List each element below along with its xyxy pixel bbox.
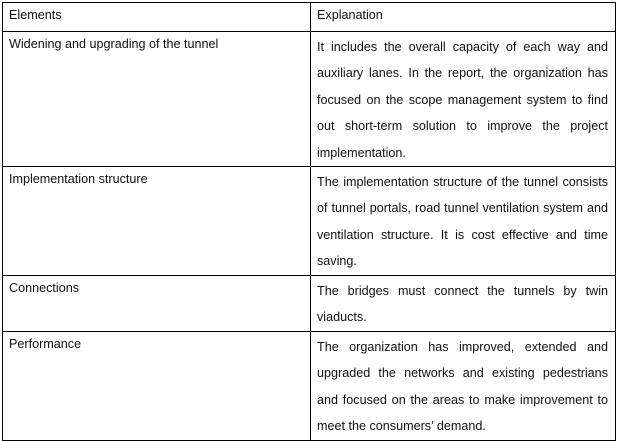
header-elements: Elements [3,3,311,32]
element-cell: Performance [3,332,311,441]
explanation-cell: The bridges must connect the tunnels by twin viaducts. [311,276,616,332]
table-row [3,32,616,167]
explanation-cell: The organization has improved, extended and upgraded the networks and existing pedestrians and focused on the areas to make improvement to meet the consumers’ demand. [311,332,616,441]
explanation-cell: The implementation structure of the tunnel consists of tunnel portals, road tunnel ventilation system and ventilation structure. It is cost effective and time saving. [311,167,616,276]
header-explanation: Explanation [311,3,616,32]
table-row [3,332,616,441]
elements-explanation-table [2,2,616,441]
element-cell: Widening and upgrading of the tunnel [3,32,311,167]
table-row [3,276,616,332]
explanation-cell: It includes the overall capacity of each way and auxiliary lanes. In the report, the organization has focused on the scope management system to find out short-term solution to improve the project implementation. [311,32,616,167]
table-header-row [3,3,616,32]
table-row [3,167,616,276]
element-cell: Connections [3,276,311,332]
element-cell: Implementation structure [3,167,311,276]
